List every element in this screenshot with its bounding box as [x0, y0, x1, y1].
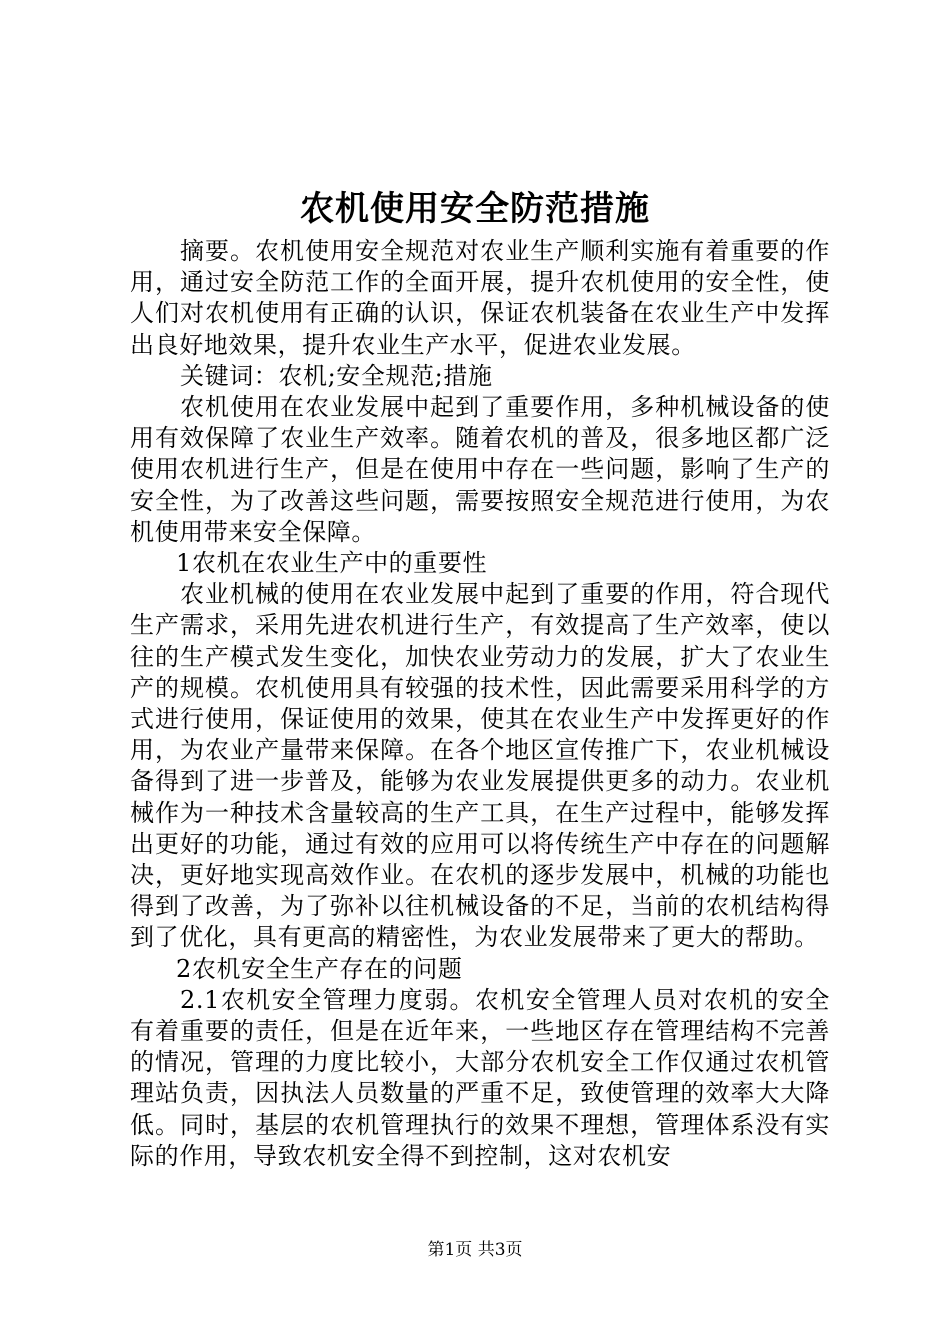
section-heading-2: 2农机安全生产存在的问题	[176, 954, 463, 983]
intro-paragraph: 农机使用在农业发展中起到了重要作用，多种机械设备的使用有效保障了农业生产效率。随着农机的普及，很多地区都广泛使用农机进行生产，但是在使用中存在一些问题，影响了生产的安全性，为了改善这些问题，需要按照安全规范进行使用，为农机使用带来安全保障。	[130, 393, 830, 546]
keywords-line: 关键词：农机;安全规范;措施	[180, 361, 493, 390]
document-title: 农机使用安全防范措施	[300, 189, 650, 229]
section-heading-1: 1农机在农业生产中的重要性	[176, 549, 488, 578]
page-footer: 第1页 共3页	[427, 1240, 523, 1260]
document-body	[130, 236, 830, 1172]
section-2-1-paragraph: 2.1农机安全管理力度弱。农机安全管理人员对农机的安全有着重要的责任，但是在近年来，一些地区存在管理结构不完善的情况，管理的力度比较小，大部分农机安全工作仅通过农机管理站负责，因执法人员数量的严重不足，致使管理的效率大大降低。同时，基层的农机管理执行的效果不理想，管理体系没有实际的作用，导致农机安全得不到控制，这对农机安	[130, 985, 830, 1170]
section-1-paragraph: 农业机械的使用在农业发展中起到了重要的作用，符合现代生产需求，采用先进农机进行生产，有效提高了生产效率，使以往的生产模式发生变化，加快农业劳动力的发展，扩大了农业生产的规模。农机使用具有较强的技术性，因此需要采用科学的方式进行使用，保证使用的效果，使其在农业生产中发挥更好的作用，为农业产量带来保障。在各个地区宣传推广下，农业机械设备得到了进一步普及，能够为农业发展提供更多的动力。农业机械作为一种技术含量较高的生产工具，在生产过程中，能够发挥出更好的功能，通过有效的应用可以将传统生产中存在的问题解决，更好地实现高效作业。在农机的逐步发展中，机械的功能也得到了改善，为了弥补以往机械设备的不足，当前的农机结构得到了优化，具有更高的精密性，为农业发展带来了更大的帮助。	[130, 580, 830, 952]
abstract-paragraph: 摘要。农机使用安全规范对农业生产顺利实施有着重要的作用，通过安全防范工作的全面开展，提升农机使用的安全性，使人们对农机使用有正确的认识，保证农机装备在农业生产中发挥出良好地效果，提升农业生产水平，促进农业发展。	[130, 237, 830, 359]
